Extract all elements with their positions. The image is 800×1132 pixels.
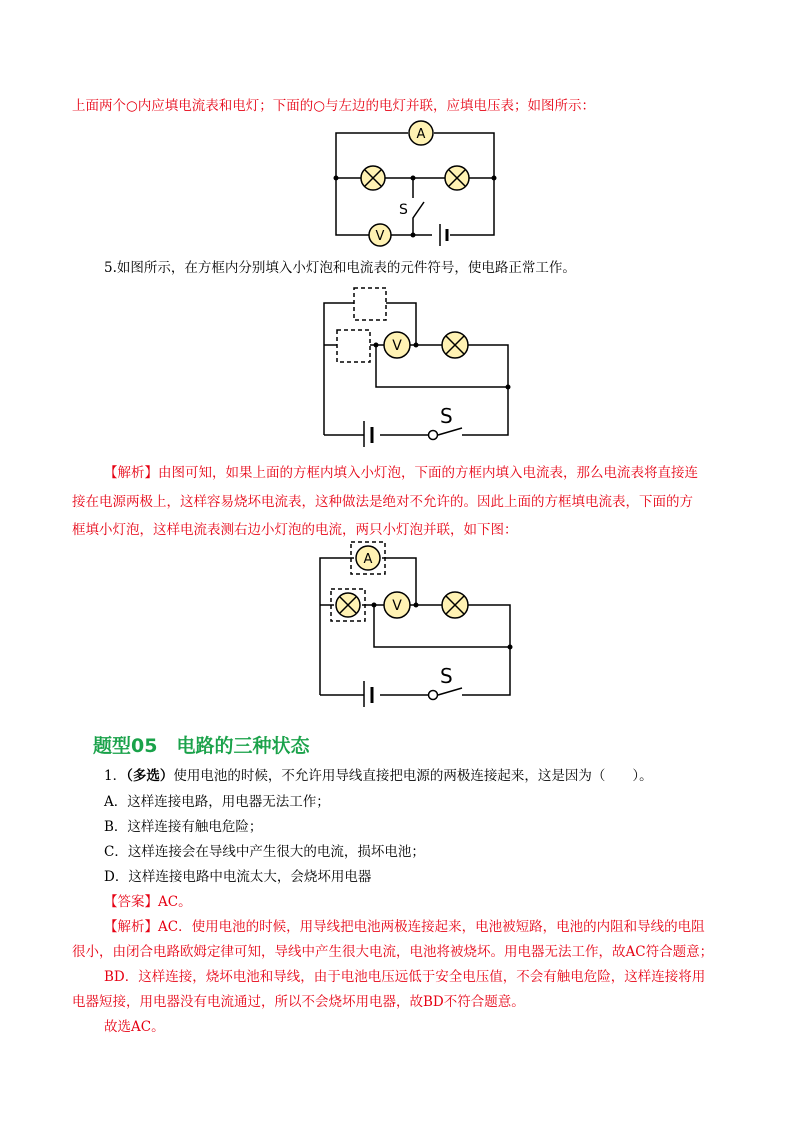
switch-label: S <box>399 202 408 218</box>
answer-text: AC。 <box>158 894 192 910</box>
question-5-text: 5.如图所示，在方框内分别填入小灯泡和电流表的元件符号，使电路正常工作。 <box>104 260 576 276</box>
analysis-1-line-2: 很小，由闭合电路欧姆定律可知，导线中产生很大电流，电池将被烧坏。用电器无法工作，故AC符合题意； <box>72 944 714 960</box>
voltmeter-symbol <box>369 224 391 246</box>
lamp-symbol <box>442 332 468 358</box>
analysis-5-line-1-text: 由图可知，如果上面的方框内填入小灯泡，下面的方框内填入电流表，那么电流表将直接连 <box>158 465 698 481</box>
voltmeter-label: V <box>392 338 402 354</box>
analysis-5-line-1 <box>104 463 698 483</box>
question-1-number: 1． <box>104 768 127 784</box>
intro-answer-text: 上面两个○内应填电流表和电灯；下面的○与左边的电灯并联，应填电压表；如图所示： <box>72 98 596 114</box>
option-b: B．这样连接有触电危险； <box>104 819 263 835</box>
switch-label: S <box>440 664 453 688</box>
analysis-tag: 【解析】 <box>104 919 158 935</box>
circuit-diagram-2 <box>318 285 518 440</box>
answer-tag: 【答案】 <box>104 894 158 910</box>
question-1-tag: （多选） <box>126 768 174 784</box>
lamp-symbol <box>442 592 468 618</box>
voltmeter-symbol <box>384 592 410 618</box>
ammeter-symbol <box>409 121 433 145</box>
lamp-symbol <box>445 166 469 190</box>
analysis-5-line-2: 接在电源两极上，这样容易烧坏电流表，这种做法是绝对不允许的。因此上面的方框填电流表，下面的方 <box>72 494 693 510</box>
ammeter-label: A <box>416 127 426 142</box>
option-c: C．这样连接会在导线中产生很大的电流，损坏电池； <box>104 844 425 860</box>
analysis-1-line-1 <box>104 917 705 937</box>
option-a: A．这样连接电路，用电器无法工作； <box>104 794 330 810</box>
lamp-symbol <box>336 593 360 617</box>
circuit-diagram-1 <box>320 118 500 248</box>
lamp-symbol <box>361 166 385 190</box>
blank-box-bottom <box>337 330 370 362</box>
ammeter-symbol <box>356 546 380 570</box>
option-d: D．这样连接电路中电流太大，会烧坏用电器 <box>104 869 372 885</box>
analysis-tag: 【解析】 <box>104 465 158 481</box>
answer-1 <box>104 892 192 912</box>
switch-label: S <box>440 404 453 428</box>
section-title: 题型05 电路的三种状态 <box>93 735 310 757</box>
voltmeter-symbol <box>384 332 410 358</box>
question-1-stem-text: 使用电池的时候，不允许用导线直接把电源的两极连接起来，这是因为（ ）。 <box>173 768 653 784</box>
ammeter-label: A <box>363 552 373 567</box>
analysis-1-line-4: 电器短接，用电器没有电流通过，所以不会烧坏用电器，故BD不符合题意。 <box>72 994 525 1010</box>
circuit-diagram-3 <box>314 540 518 702</box>
voltmeter-label: V <box>375 229 385 244</box>
voltmeter-label: V <box>392 598 402 614</box>
analysis-1-line-1-text: AC．使用电池的时候，用导线把电池两极连接起来，电池被短路，电池的内阻和导线的电阻 <box>158 919 705 935</box>
analysis-1-line-3: BD．这样连接，烧坏电池和导线，由于电池电压远低于安全电压值，不会有触电危险，这样连接将用 <box>104 969 706 985</box>
question-1-stem <box>104 766 653 786</box>
blank-box-top <box>354 288 386 320</box>
analysis-1-conclusion: 故选AC。 <box>104 1019 165 1035</box>
analysis-5-line-3: 框填小灯泡，这样电流表测右边小灯泡的电流，两只小灯泡并联，如下图： <box>72 522 518 538</box>
